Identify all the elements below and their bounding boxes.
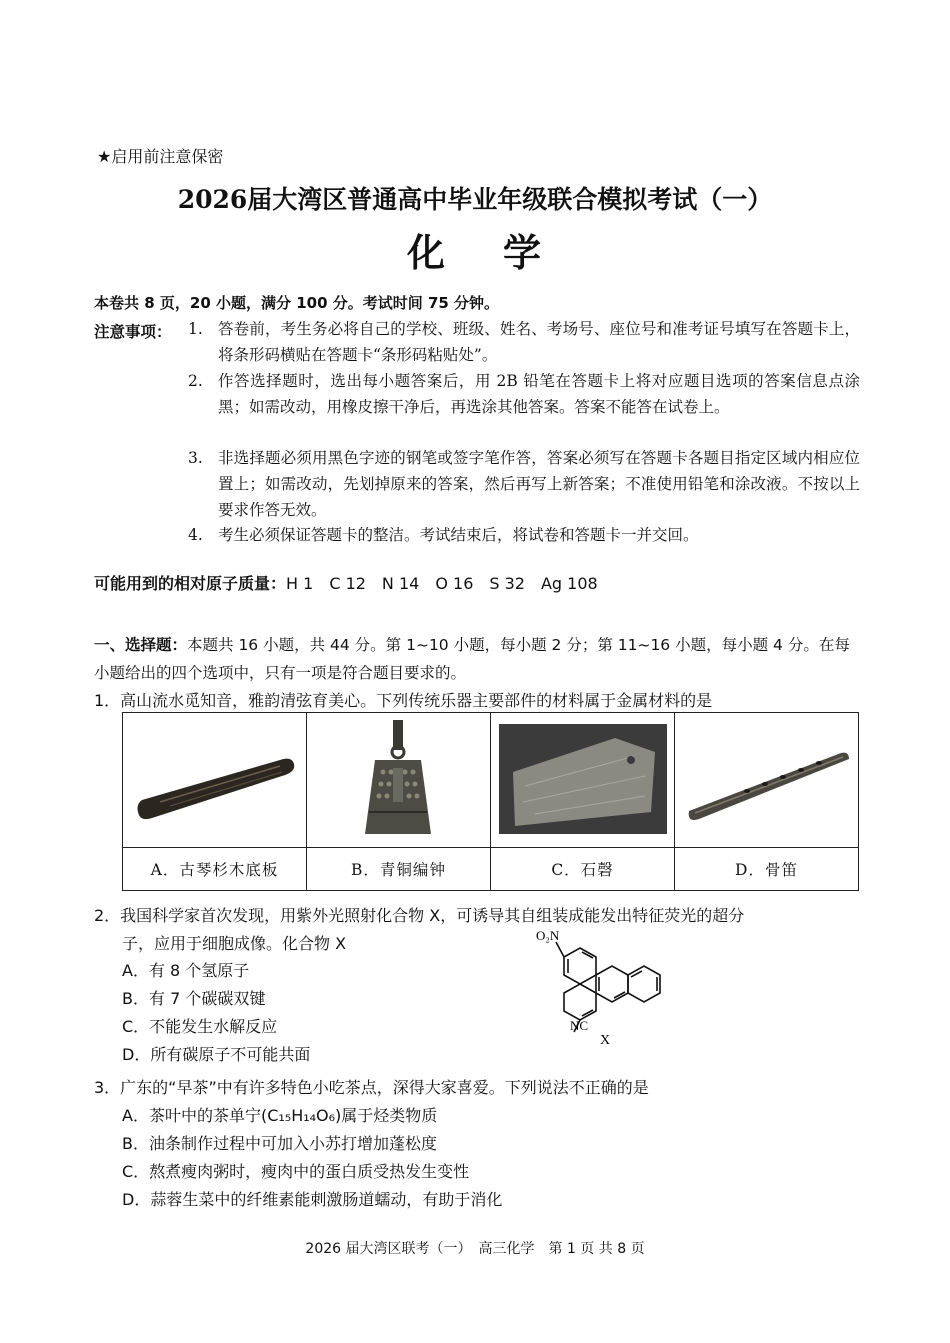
notice-item-number: 2. [188,372,203,390]
option-b-caption: B．青铜编钟 [307,848,491,891]
question-2-option-d: D．所有碳原子不可能共面 [122,1045,311,1064]
instrument-table [122,712,859,891]
bronze-bell-image [339,716,459,841]
notice-item-number: 4. [188,526,203,544]
section-title: 一、选择题： [94,636,188,654]
bone-flute-image [677,723,857,833]
question-3-stem: 3．广东的“早茶”中有许多特色小吃茶点，深得大家喜爱。下列说法不正确的是 [94,1078,649,1097]
subject-char-1: 化 [406,230,447,275]
confidential-mark: ★启用前注意保密 [97,147,224,166]
notice-item-text: 考生必须保证答题卡的整洁。考试结束后，将试卷和答题卡一并交回。 [218,526,699,544]
notice-label: 注意事项： [94,323,172,341]
notice-item [188,316,860,368]
notice-item-number: 3. [188,449,203,467]
question-3-option-d: D．蒜蓉生菜中的纤维素能刺激肠道蠕动，有助于消化 [122,1190,503,1209]
option-b-image-cell [307,713,491,848]
notice-item-text: 答卷前，考生务必将自己的学校、班级、姓名、考场号、座位号和准考证号填写在答题卡上，将条形码横贴在答题卡“条形码粘贴处”。 [218,320,860,364]
compound-label: X [600,1033,611,1048]
nitrile-group-label: NC [570,1018,589,1033]
option-a-image-cell [123,713,307,848]
question-2-option-c: C．不能发生水解反应 [122,1017,278,1036]
page-footer: 2026 届大湾区联考（一） 高三化学 第 1 页 共 8 页 [305,1241,645,1257]
option-a-caption: A．古琴杉木底板 [123,848,307,891]
question-3-option-c: C．熬煮瘦肉粥时，瘦肉中的蛋白质受热发生变性 [122,1162,470,1181]
option-c-caption: C．石磬 [491,848,675,891]
atomic-mass-values: H 1 C 12 N 14 O 16 S 32 Ag 108 [286,574,598,593]
stone-chime-image [495,716,671,841]
option-c-image-cell [491,713,675,848]
exam-title: 2026届大湾区普通高中毕业年级联合模拟考试（一） [177,185,773,214]
subject-char-2: 学 [503,230,544,275]
notice-item [188,368,860,420]
section-description: 本题共 16 小题，共 44 分。第 1~10 小题，每小题 2 分；第 11~16 小题，每小题 4 分。在每小题给出的四个选项中，只有一项是符合题目要求的。 [94,636,850,682]
atomic-mass-label: 可能用到的相对原子质量： [94,574,287,593]
nitro-group-label: O₂N [536,928,560,943]
option-d-image-cell [675,713,859,848]
exam-summary: 本卷共 8 页，20 小题，满分 100 分。考试时间 75 分钟。 [94,294,500,312]
notice-item [188,445,860,523]
option-d-caption: D．骨笛 [675,848,859,891]
notice-item-text: 作答选择题时，选出每小题答案后，用 2B 铅笔在答题卡上将对应题目选项的答案信息点涂黑；如需改动，用橡皮擦干净后，再选涂其他答案。答案不能答在试卷上。 [218,372,860,416]
section-heading [94,631,859,687]
question-3-option-b: B．油条制作过程中可加入小苏打增加蓬松度 [122,1134,437,1153]
question-2-stem-line1: 2．我国科学家首次发现，用紫外光照射化合物 X，可诱导其自组装成能发出特征荧光的超分 [94,906,745,925]
question-3-option-a: A．茶叶中的茶单宁(C₁₅H₁₄O₆)属于烃类物质 [122,1106,438,1125]
question-2-stem-line2: 子，应用于细胞成像。化合物 X [122,934,347,953]
notice-item [188,522,860,548]
notice-item-text: 非选择题必须用黑色字迹的钢笔或签字笔作答，答案必须写在答题卡各题目指定区域内相应位置上；如需改动，先划掉原来的答案，然后再写上新答案；不准使用铅笔和涂改液。不按以上要求作答无效。 [218,449,860,519]
atomic-mass-line [94,571,598,594]
guqin-image [130,718,300,838]
question-2-option-b: B．有 7 个碳碳双键 [122,989,266,1008]
question-1-stem: 1．高山流水觅知音，雅韵清弦育美心。下列传统乐器主要部件的材料属于金属材料的是 [94,691,713,710]
subject-title [0,222,950,277]
notice-item-number: 1. [188,320,203,338]
compound-x-structure [530,920,680,1050]
question-2-option-a: A．有 8 个氢原子 [122,961,250,980]
